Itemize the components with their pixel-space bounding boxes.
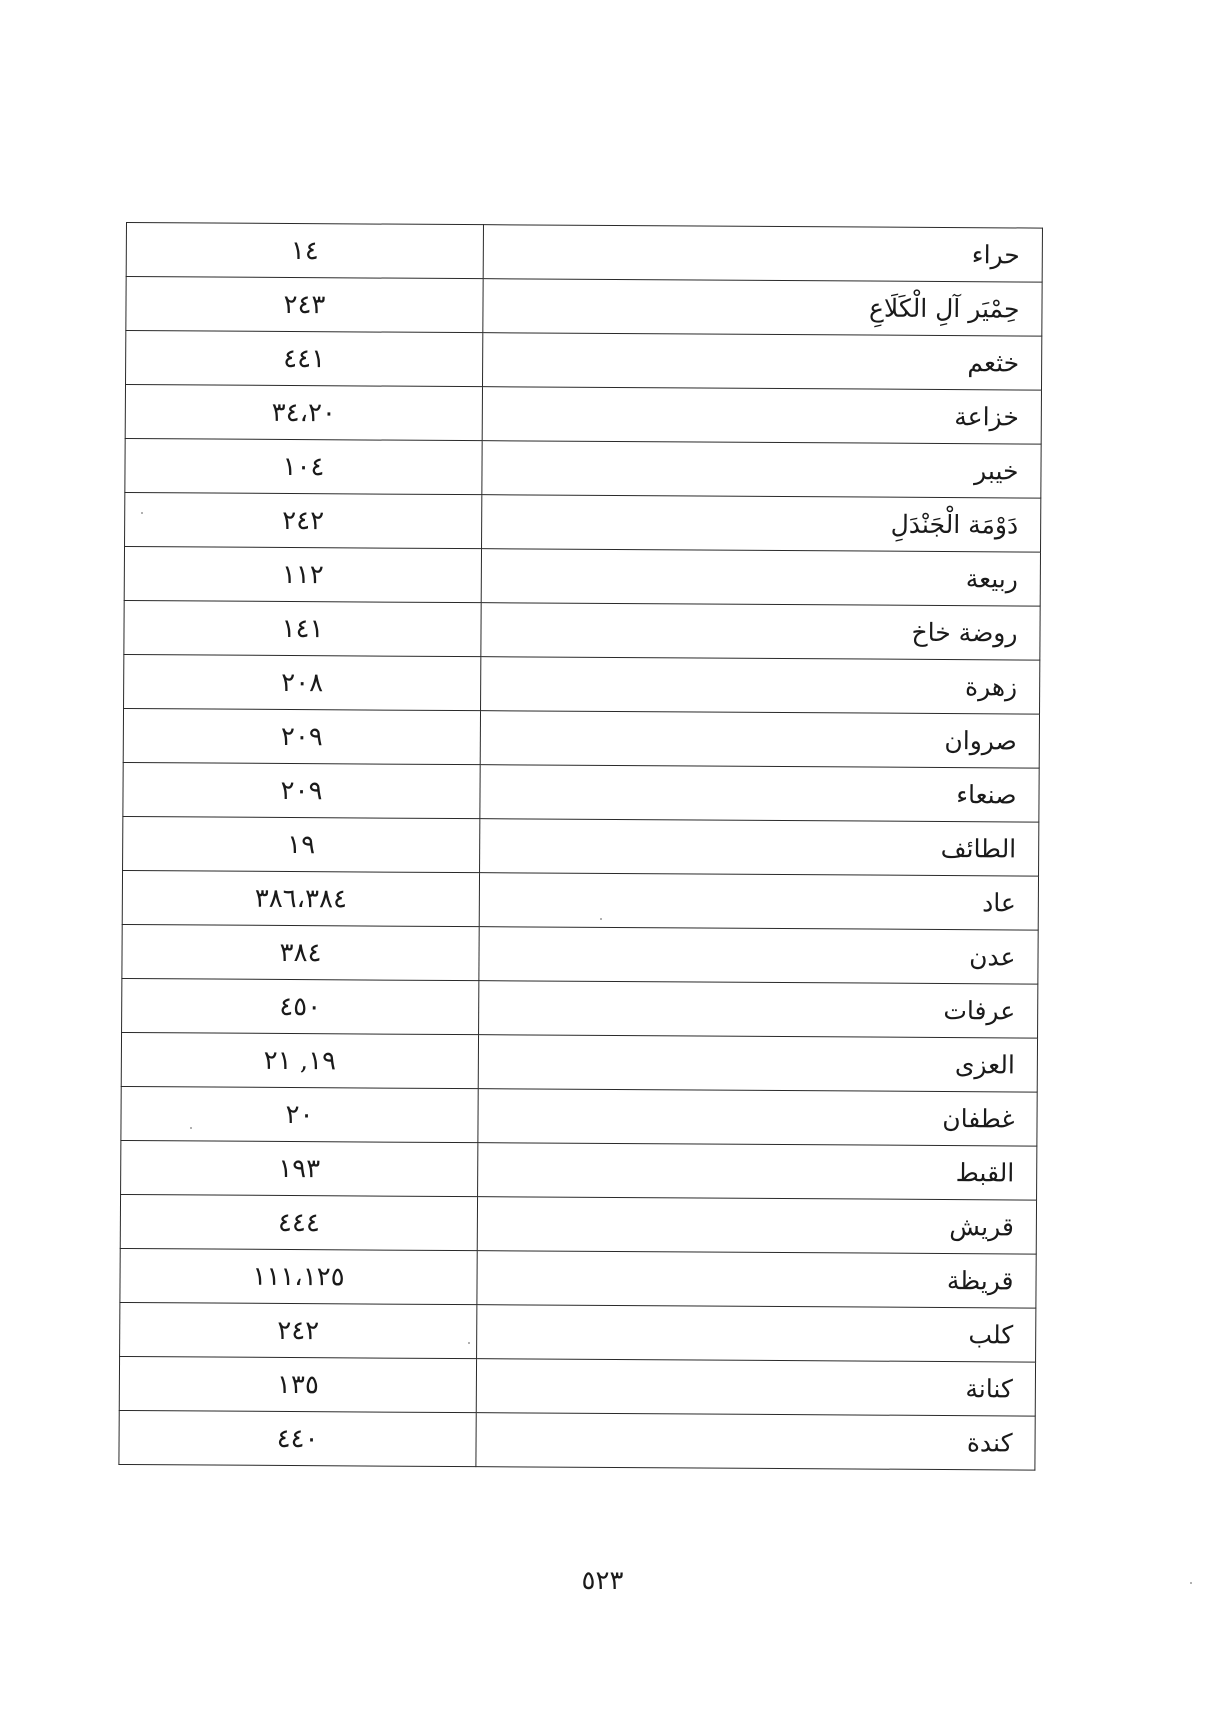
- scan-speck: [600, 918, 602, 920]
- page-reference-cell: ١١٢: [124, 546, 481, 602]
- table-row: [120, 1248, 1036, 1308]
- page-reference-cell: ١٩: [123, 816, 480, 872]
- table-row: [122, 924, 1038, 984]
- table-row: [122, 978, 1038, 1038]
- table-row: [126, 223, 1042, 283]
- table-row: [121, 1140, 1037, 1200]
- table-row: [119, 1410, 1035, 1470]
- table-row: [123, 762, 1039, 822]
- table-row: [125, 438, 1041, 498]
- place-name-cell: كلب: [477, 1305, 1036, 1362]
- index-table: [118, 222, 1043, 1471]
- page-reference-cell: ٢٠٩: [123, 762, 480, 818]
- scan-speck: [141, 512, 143, 514]
- table-row: [121, 1086, 1037, 1146]
- place-name-cell: عرفات: [479, 981, 1038, 1038]
- place-name-cell: كندة: [476, 1413, 1035, 1470]
- page-reference-cell: ١٤: [126, 223, 483, 279]
- table-row: [126, 277, 1042, 337]
- scan-speck: [468, 1342, 470, 1344]
- page-reference-cell: ٢٤٢: [125, 492, 482, 548]
- page-reference-cell: ٣٨٦،٣٨٤: [122, 870, 479, 926]
- place-name-cell: القبط: [478, 1143, 1037, 1200]
- scan-speck: [190, 1127, 192, 1129]
- place-name-cell: عدن: [479, 927, 1038, 984]
- page-reference-cell: ١١١،١٢٥: [120, 1248, 477, 1304]
- place-name-cell: خثعم: [483, 333, 1042, 390]
- place-name-cell: كنانة: [476, 1359, 1035, 1416]
- scan-speck: [1190, 1582, 1192, 1584]
- page-reference-cell: ٤٤٠: [119, 1410, 476, 1466]
- table-row: [124, 600, 1040, 660]
- place-name-cell: الطائف: [480, 819, 1039, 876]
- table-row: [120, 1194, 1036, 1254]
- page-reference-cell: ٣٤،٢٠: [125, 385, 482, 441]
- page-reference-cell: ١٩٣: [121, 1140, 478, 1196]
- page-reference-cell: ١٤١: [124, 600, 481, 656]
- place-name-cell: روضة خاخ: [481, 603, 1040, 660]
- place-name-cell: غطفان: [478, 1089, 1037, 1146]
- table-row: [122, 870, 1038, 930]
- place-name-cell: خزاعة: [482, 387, 1041, 444]
- place-name-cell: حِمْيَر آلِ الْكَلَاعِ: [483, 279, 1042, 336]
- page-reference-cell: ٣٨٤: [122, 924, 479, 980]
- table-row: [123, 816, 1039, 876]
- table-row: [125, 385, 1041, 445]
- page-reference-cell: ٤٤١: [126, 331, 483, 387]
- place-name-cell: صنعاء: [480, 765, 1039, 822]
- place-name-cell: حراء: [483, 225, 1042, 282]
- place-name-cell: العزى: [478, 1035, 1037, 1092]
- table-row: [124, 654, 1040, 714]
- page-reference-cell: ١٣٥: [119, 1356, 476, 1412]
- place-name-cell: صروان: [480, 711, 1039, 768]
- table-row: [119, 1356, 1035, 1416]
- place-name-cell: قريش: [477, 1197, 1036, 1254]
- page-reference-cell: ٢٤٢: [120, 1302, 477, 1358]
- table-row: [124, 546, 1040, 606]
- page-reference-cell: ٢٠٩: [123, 708, 480, 764]
- page-reference-cell: ١٠٤: [125, 438, 482, 494]
- table-row: [120, 1302, 1036, 1362]
- table-row: [123, 708, 1039, 768]
- place-name-cell: زهرة: [481, 657, 1040, 714]
- page-reference-cell: ٢٠٨: [124, 654, 481, 710]
- page-reference-cell: ١٩, ٢١: [121, 1032, 478, 1088]
- table-row: [126, 331, 1042, 391]
- table-row: [121, 1032, 1037, 1092]
- place-name-cell: قريظة: [477, 1251, 1036, 1308]
- page-reference-cell: ٢٠: [121, 1086, 478, 1142]
- index-table-body: [119, 223, 1043, 1471]
- page-reference-cell: ٢٤٣: [126, 277, 483, 333]
- place-name-cell: عاد: [479, 873, 1038, 930]
- place-name-cell: خيبر: [482, 441, 1041, 498]
- table-row: [125, 492, 1041, 552]
- page-reference-cell: ٤٥٠: [122, 978, 479, 1034]
- page-number: ٥٢٣: [581, 1566, 624, 1596]
- page-reference-cell: ٤٤٤: [120, 1194, 477, 1250]
- place-name-cell: دَوْمَة الْجَنْدَلِ: [482, 495, 1041, 552]
- place-name-cell: ربيعة: [481, 549, 1040, 606]
